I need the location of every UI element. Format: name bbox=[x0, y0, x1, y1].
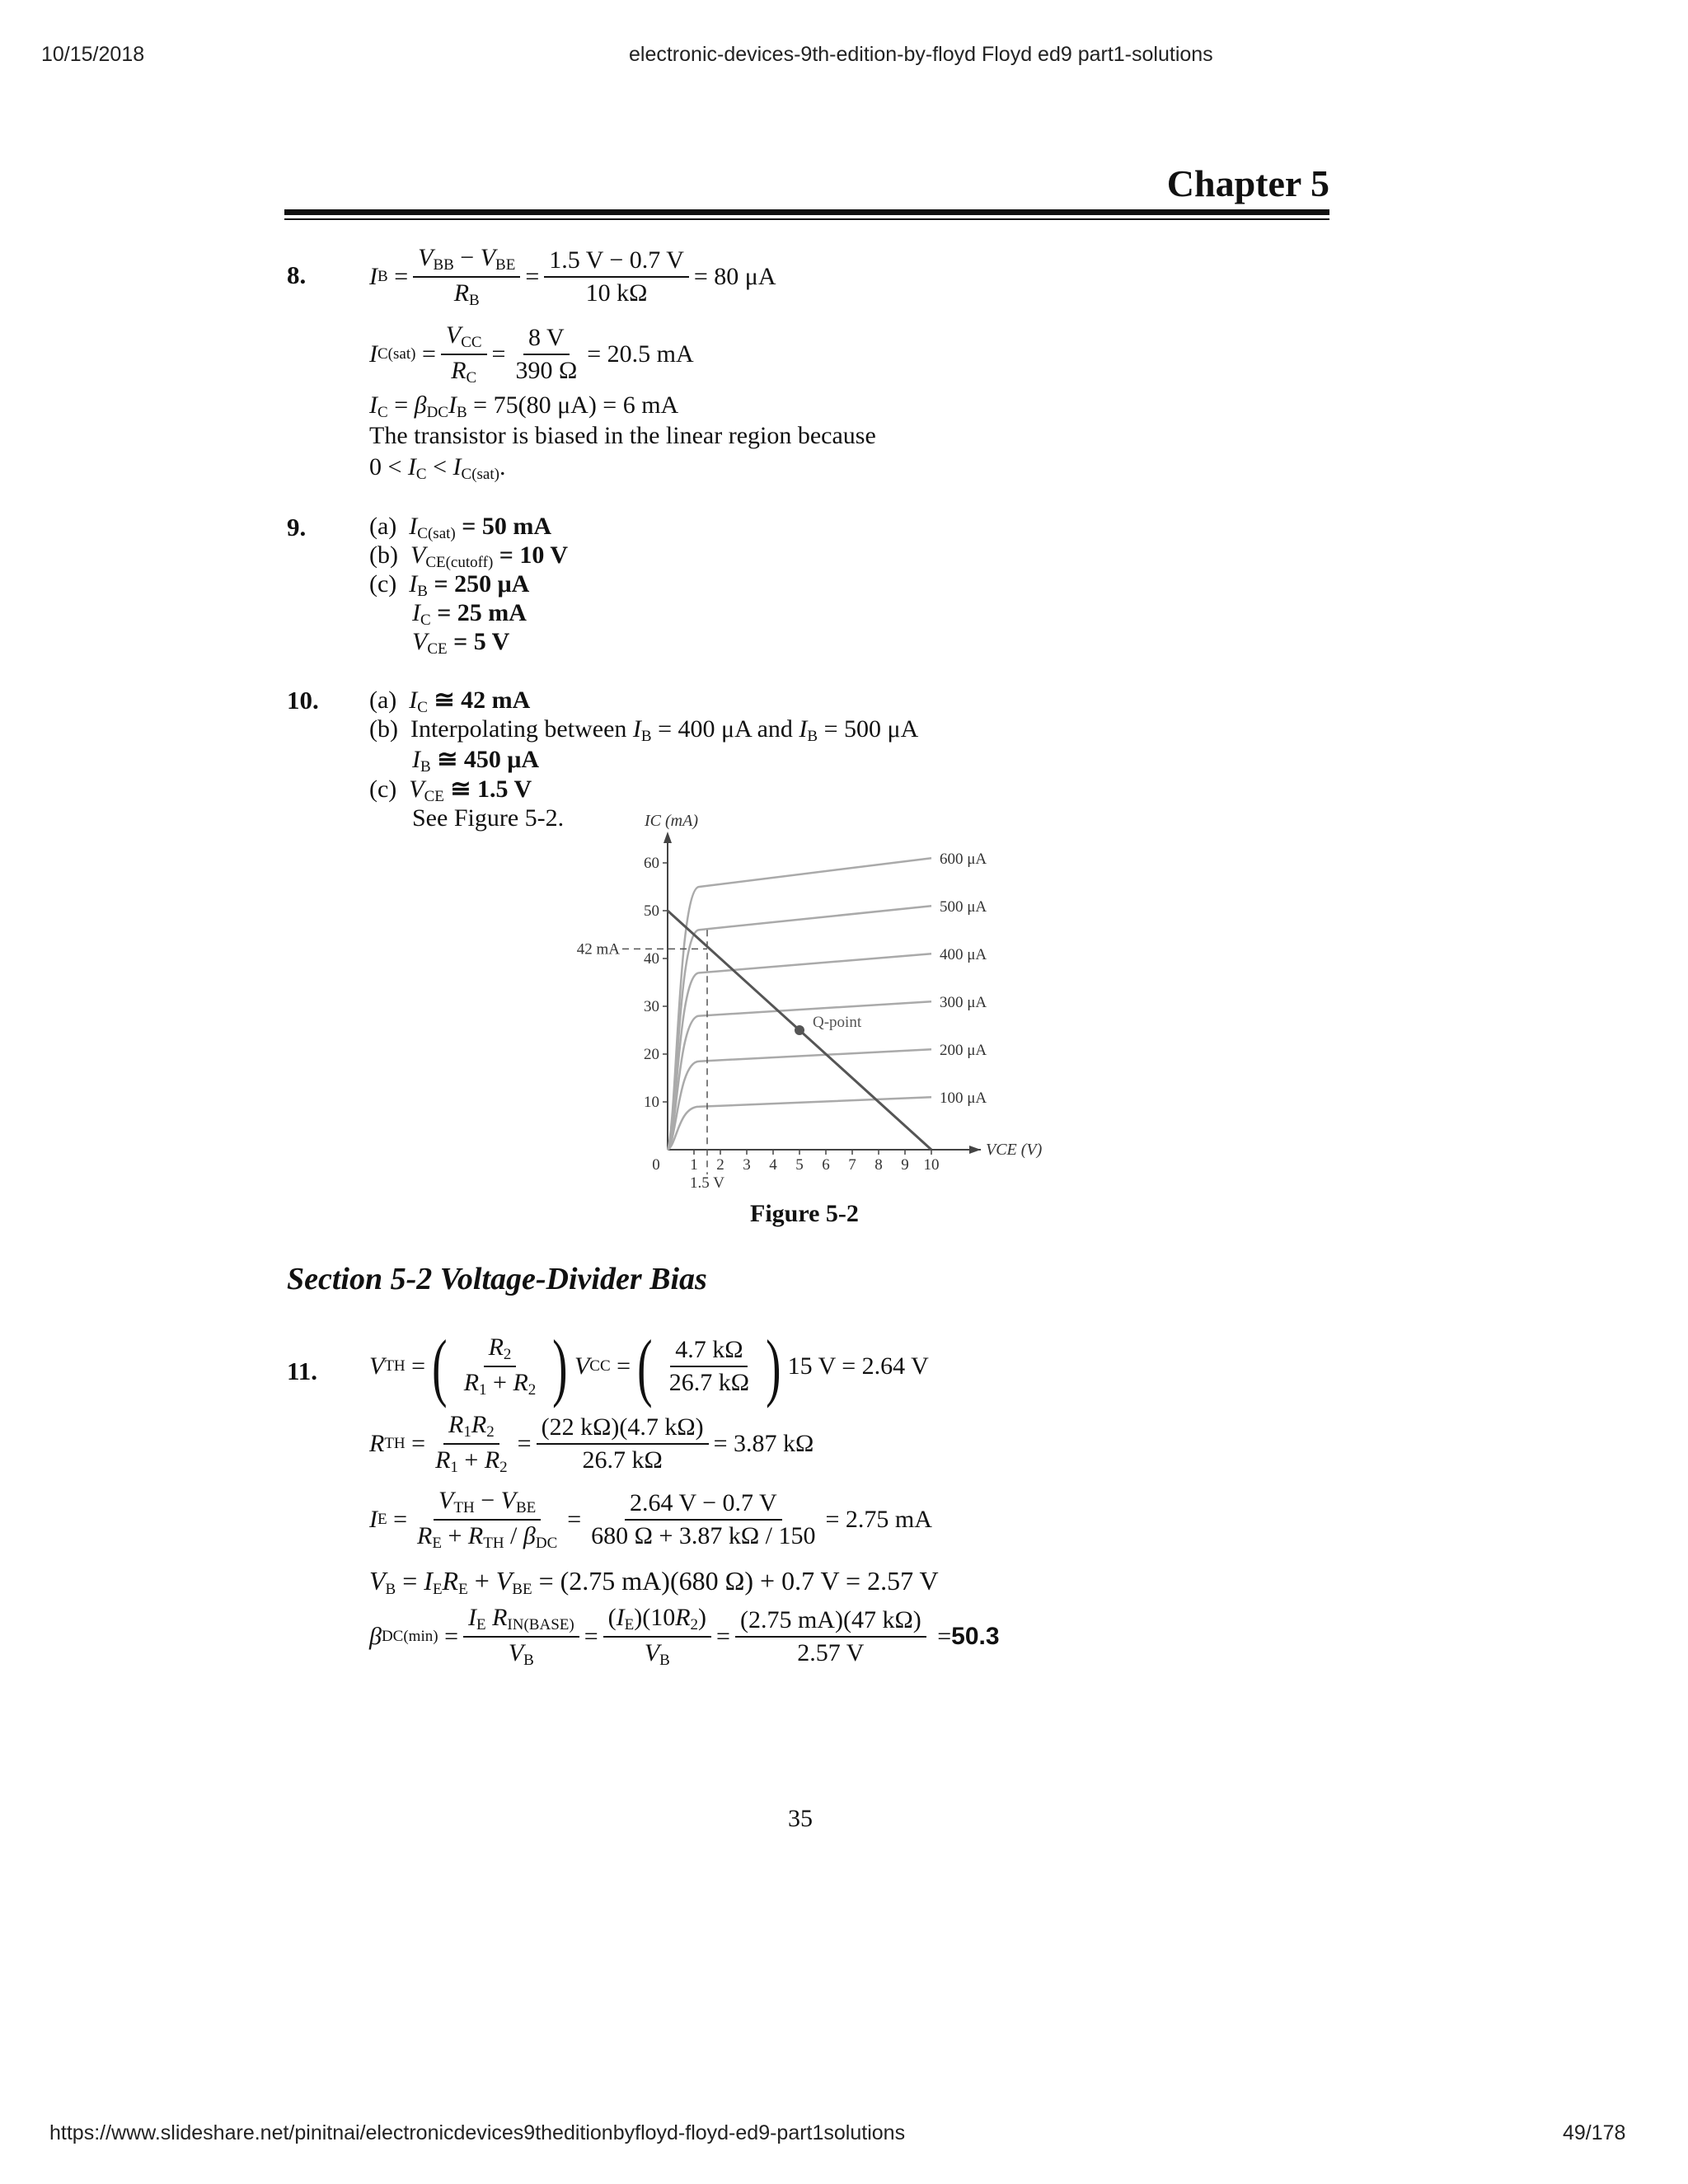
chapter-rule-thick bbox=[284, 209, 1329, 215]
p8-ib-equation: I B = $\frac{V_{BB} - V_{BE}}{R_B}$ = $\frac{1.5 V - 0.7 V}{10 k\Omega}$ = 80 μA bbox=[369, 244, 776, 309]
header-title: electronic-devices-9th-edition-by-floyd Floyd ed9 part1-solutions bbox=[629, 43, 1213, 66]
p11-vth-equation: V TH = ( $\frac{R_2}{R_1 + R_2}$ ) V CC = ( $\frac{4.7 k\Omega}{26.7 k\Omega}$ ) 15 V = 2.64 V bbox=[369, 1324, 929, 1408]
curve-label: 200 μA bbox=[940, 1042, 987, 1060]
page-number: 35 bbox=[788, 1805, 813, 1832]
marker-42-label: 42 mA bbox=[576, 940, 620, 958]
marker-15-label: 1.5 V bbox=[690, 1174, 724, 1192]
p10-a: (a) $I_C$ ≅ 42 mA bbox=[369, 687, 531, 716]
x-tick-label: 2 bbox=[716, 1156, 724, 1174]
q-point-label: Q-point bbox=[813, 1014, 862, 1031]
figure-5-2-chart bbox=[544, 812, 1071, 1203]
p9-c: (c) $I_B = 250$ μA bbox=[369, 570, 530, 600]
p9-c2: $I_C = 25$ mA bbox=[412, 599, 527, 629]
x-tick-label: 9 bbox=[901, 1156, 909, 1174]
p8-text: The transistor is biased in the linear region because bbox=[369, 422, 876, 449]
p11-vb-line: $V_B = I_ER_E + V_{BE} = (2.75$ mA)(680 Ω) + 0.7 V = 2.57 V bbox=[369, 1566, 939, 1598]
p9-c3: $V_{CE} = 5$ V bbox=[412, 628, 510, 658]
p9-b: (b) $V_{CE(cutoff)} = 10$ V bbox=[369, 541, 568, 571]
chapter-rule-thin bbox=[284, 218, 1329, 220]
x-tick-label: 3 bbox=[743, 1156, 751, 1174]
q-point-marker bbox=[795, 1025, 804, 1035]
x-tick-label: 7 bbox=[848, 1156, 856, 1174]
x-axis-label: VCE (V) bbox=[986, 1141, 1043, 1159]
curve-label: 400 μA bbox=[940, 946, 987, 964]
x-tick-label: 1 bbox=[690, 1156, 698, 1174]
footer-page: 49/178 bbox=[1563, 2121, 1626, 2144]
x-tick-label: 6 bbox=[822, 1156, 830, 1174]
x-tick-label: 10 bbox=[923, 1156, 940, 1174]
p11-ie-equation: I E = $\frac{V_{TH} - V_{BE}}{R_E + R_{TH} / \beta_{DC}}$ = $\frac{2.64 V - 0.7 V}{680 \Omega + 3.87 k\Omega / 150}$ = 2.75 mA bbox=[369, 1487, 932, 1552]
p8-icsat-equation: I C(sat) = $\frac{V_{CC}}{R_C}$ = $\frac{8 V}{390 \Omega}$ = 20.5 mA bbox=[369, 321, 694, 387]
x-tick-label: 5 bbox=[795, 1156, 804, 1174]
p8-ic-line: $I_C = \beta_{DC}I_B = 75(80$ μA) = 6 mA bbox=[369, 391, 679, 421]
y-tick-label: 60 bbox=[644, 855, 659, 872]
y-tick-label: 30 bbox=[644, 998, 659, 1015]
problem-9-number: 9. bbox=[287, 513, 307, 541]
p11-rth-equation: R TH = $\frac{R_1R_2}{R_1 + R_2}$ = $\frac{(22 k\Omega)(4.7 k\Omega)}{26.7 k\Omega}$ = 3.87 kΩ bbox=[369, 1411, 814, 1476]
y-tick-label: 10 bbox=[644, 1094, 659, 1111]
curve-label: 600 μA bbox=[940, 851, 987, 869]
section-heading: Section 5-2 Voltage-Divider Bias bbox=[287, 1262, 707, 1296]
p10-b: (b) Interpolating between $I_B = 400$ μA and $I_B = 500$ μA bbox=[369, 715, 919, 745]
x-tick-label: 0 bbox=[652, 1156, 660, 1174]
problem-10-number: 10. bbox=[287, 686, 319, 715]
p10-see: See Figure 5-2. bbox=[412, 804, 565, 832]
p8-inequality: $0 < I_C < I_{C(sat)}$. bbox=[369, 453, 506, 483]
curve-label: 100 μA bbox=[940, 1090, 987, 1108]
x-tick-label: 8 bbox=[874, 1156, 883, 1174]
p9-a: (a) $I_{C(sat)} = 50$ mA bbox=[369, 513, 551, 542]
x-axis-arrow bbox=[969, 1146, 981, 1154]
y-axis-label: IC (mA) bbox=[645, 812, 698, 830]
header-date: 10/15/2018 bbox=[41, 43, 145, 66]
curve-label: 300 μA bbox=[940, 994, 987, 1012]
curve-label: 500 μA bbox=[940, 898, 987, 916]
p11-beta-equation: β DC(min) = $\frac{I_E R_{IN(BASE)}}{V_B}$ = $\frac{(I_E)(10R_2)}{V_B}$ = $\frac{(2.75 mA)(47 k\Omega)}{2.57 V}$ = 50.3 bbox=[369, 1604, 1000, 1669]
p10-c: (c) $V_{CE}$ ≅ 1.5 V bbox=[369, 776, 532, 805]
chapter-title: Chapter 5 bbox=[1166, 162, 1329, 204]
y-axis-arrow bbox=[663, 832, 672, 843]
y-tick-label: 20 bbox=[644, 1046, 659, 1063]
y-tick-label: 40 bbox=[644, 950, 659, 968]
y-tick-label: 50 bbox=[644, 902, 659, 920]
x-tick-label: 4 bbox=[769, 1156, 777, 1174]
footer-url: https://www.slideshare.net/pinitnai/electronicdevices9theditionbyfloyd-floyd-ed9-part1solutions bbox=[49, 2121, 906, 2144]
p10-b2: $I_B$ ≅ 450 μA bbox=[412, 746, 539, 776]
figure-caption: Figure 5-2 bbox=[750, 1200, 859, 1227]
problem-8-number: 8. bbox=[287, 260, 307, 289]
problem-11-number: 11. bbox=[287, 1357, 318, 1385]
